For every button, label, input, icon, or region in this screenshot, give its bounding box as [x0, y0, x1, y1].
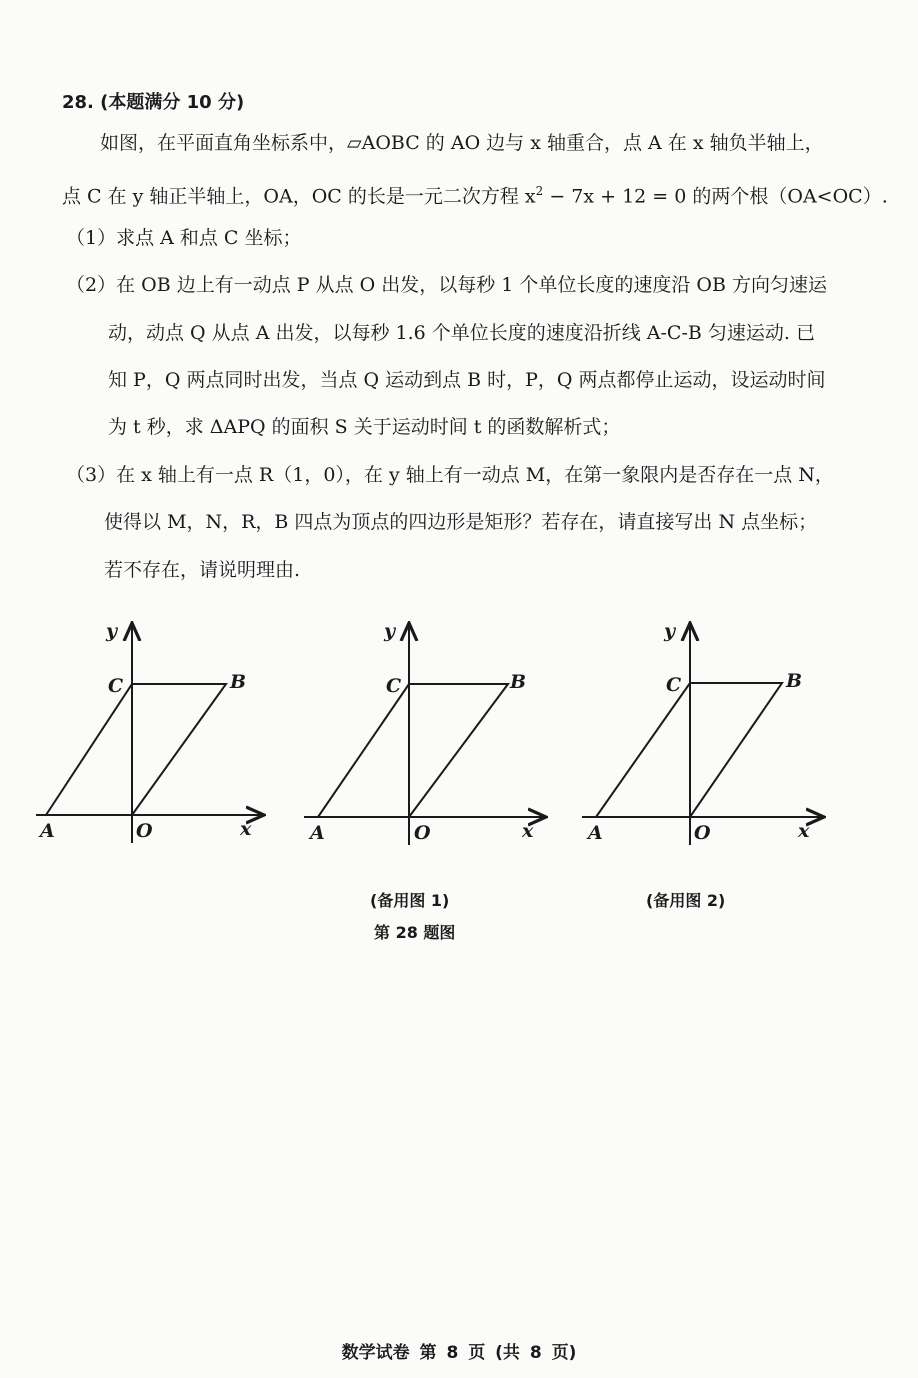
y-label: y: [384, 620, 396, 642]
c-label: C: [108, 675, 124, 697]
parallelogram-aobc: [46, 684, 226, 815]
caption-main: 第 28 题图: [374, 923, 456, 942]
figure-spare-2: [578, 615, 828, 855]
part-3-line-1: （3）在 x 轴上有一点 R（1，0），在 y 轴上有一动点 M，在第一象限内是否存在一点 N，: [66, 464, 834, 486]
figure-spare-1: [300, 615, 550, 855]
part-1: （1）求点 A 和点 C 坐标；: [66, 227, 302, 249]
b-label: B: [510, 671, 527, 693]
b-label: B: [230, 671, 247, 693]
x-label: x: [798, 820, 810, 842]
c-label: C: [666, 674, 682, 696]
intro-line-2-post: − 7x + 12 = 0 的两个根（OA<OC）.: [543, 185, 888, 208]
a-label: A: [588, 822, 603, 844]
intro-line-2: [62, 178, 888, 209]
part-2-line-3: 知 P，Q 两点同时出发，当点 Q 运动到点 B 时，P，Q 两点都停止运动，设运动时间: [108, 369, 826, 391]
c-label: C: [386, 675, 402, 697]
part-2-line-2: 动，动点 Q 从点 A 出发，以每秒 1.6 个单位长度的速度沿折线 A-C-B 匀速运动. 已: [108, 322, 815, 344]
intro-line-2-pre: 点 C 在 y 轴正半轴上，OA，OC 的长是一元二次方程 x: [62, 185, 536, 208]
figure-main: [30, 615, 270, 855]
part-2-line-1: （2）在 OB 边上有一动点 P 从点 O 出发，以每秒 1 个单位长度的速度沿 OB 方向匀速运: [66, 274, 828, 296]
exponent: 2: [535, 184, 544, 198]
b-label: B: [786, 670, 803, 692]
o-label: O: [414, 822, 431, 844]
part-2-line-4: 为 t 秒，求 ΔAPQ 的面积 S 关于运动时间 t 的函数解析式；: [108, 416, 621, 438]
a-label: A: [40, 820, 55, 842]
part-3-line-3: 若不存在，请说明理由.: [104, 559, 301, 581]
y-label: y: [664, 620, 676, 642]
o-label: O: [136, 820, 153, 842]
intro-line-1: 如图，在平面直角坐标系中，▱AOBC 的 AO 边与 x 轴重合，点 A 在 x 轴负半轴上，: [100, 132, 824, 154]
x-label: x: [240, 818, 252, 840]
a-label: A: [310, 822, 325, 844]
y-label: y: [106, 620, 118, 642]
caption-spare-2: (备用图 2): [646, 891, 726, 910]
part-3-line-2: 使得以 M，N，R，B 四点为顶点的四边形是矩形？若存在，请直接写出 N 点坐标；: [104, 511, 818, 533]
page-footer: 数学试卷 第 8 页 (共 8 页): [341, 1343, 577, 1363]
question-title: 28. (本题满分 10 分): [62, 92, 245, 113]
x-label: x: [522, 820, 534, 842]
o-label: O: [694, 822, 711, 844]
caption-spare-1: (备用图 1): [370, 891, 450, 910]
parallelogram-aobc: [318, 684, 508, 817]
